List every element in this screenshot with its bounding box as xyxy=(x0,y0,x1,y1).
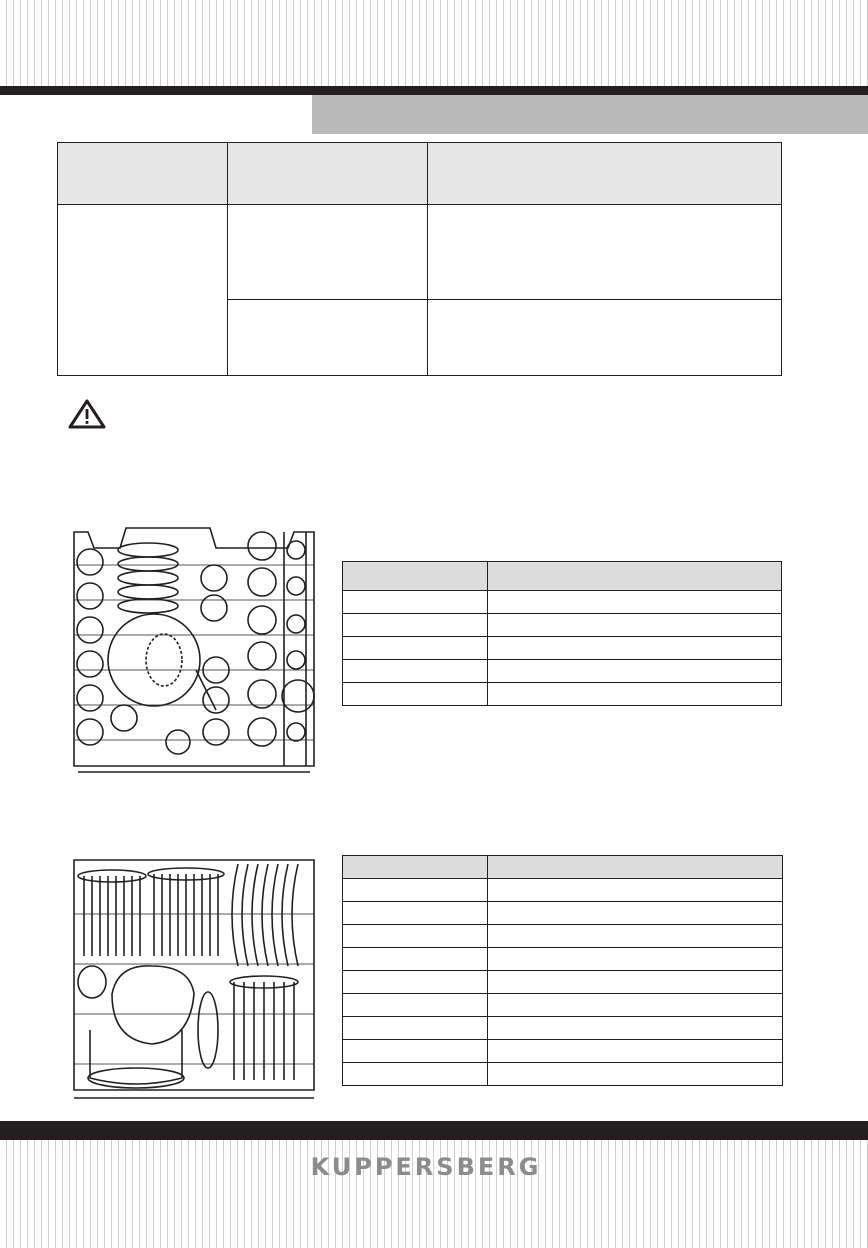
table-row xyxy=(343,925,783,948)
upper-rack-illustration xyxy=(66,520,322,776)
table-row xyxy=(343,902,783,925)
table-cell xyxy=(343,591,488,614)
table-cell xyxy=(343,925,488,948)
main-table-cell xyxy=(428,205,782,300)
table-cell xyxy=(488,683,782,706)
table-cell xyxy=(343,683,488,706)
main-table-cell xyxy=(58,205,228,376)
table-row xyxy=(343,1040,783,1063)
top-bar xyxy=(0,86,868,95)
table-row xyxy=(343,683,782,706)
table-cell xyxy=(343,1063,488,1086)
table-cell xyxy=(343,614,488,637)
table-cell xyxy=(488,994,783,1017)
main-table-header-row xyxy=(58,143,782,205)
table-row xyxy=(343,971,783,994)
upper-rack-table xyxy=(342,561,782,706)
table-cell xyxy=(488,591,782,614)
table-cell xyxy=(488,925,783,948)
main-table-header-cell xyxy=(228,143,428,205)
table-cell xyxy=(488,948,783,971)
main-table-cell xyxy=(228,205,428,300)
lower-rack-table-header-row xyxy=(343,856,783,879)
top-stripe-pattern xyxy=(0,0,868,86)
table-cell xyxy=(343,948,488,971)
lower-rack-illustration xyxy=(66,854,322,1104)
main-table-header-cell xyxy=(58,143,228,205)
table-cell xyxy=(488,971,783,994)
table-row xyxy=(343,660,782,683)
table-cell xyxy=(488,614,782,637)
table-cell xyxy=(343,971,488,994)
table-cell xyxy=(488,660,782,683)
lower-rack-table xyxy=(342,855,783,1086)
table-cell xyxy=(343,660,488,683)
warning-triangle-icon xyxy=(67,398,107,430)
section-header-band xyxy=(312,95,868,134)
table-row xyxy=(343,948,783,971)
table-row xyxy=(343,879,783,902)
main-table-cell xyxy=(428,300,782,376)
table-cell xyxy=(343,1040,488,1063)
table-row xyxy=(58,205,782,300)
table-row xyxy=(343,637,782,660)
table-cell xyxy=(488,1063,783,1086)
brand-logo: KUPPERSBERG xyxy=(310,1153,542,1181)
table-cell xyxy=(343,902,488,925)
table-cell xyxy=(343,637,488,660)
table-cell xyxy=(488,879,783,902)
upper-rack-header-cell xyxy=(488,562,782,591)
upper-rack-header-cell xyxy=(343,562,488,591)
table-row xyxy=(343,591,782,614)
upper-rack-table-header-row xyxy=(343,562,782,591)
table-cell xyxy=(488,1040,783,1063)
main-table-header-cell xyxy=(428,143,782,205)
table-row xyxy=(343,1063,783,1086)
table-cell xyxy=(488,902,783,925)
table-row xyxy=(343,614,782,637)
table-cell xyxy=(343,1017,488,1040)
table-cell xyxy=(488,1017,783,1040)
table-row xyxy=(343,994,783,1017)
lower-rack-header-cell xyxy=(343,856,488,879)
table-cell xyxy=(343,879,488,902)
table-cell xyxy=(343,994,488,1017)
table-row xyxy=(343,1017,783,1040)
main-table xyxy=(57,142,782,376)
table-cell xyxy=(488,637,782,660)
lower-rack-header-cell xyxy=(488,856,783,879)
main-table-cell xyxy=(228,300,428,376)
